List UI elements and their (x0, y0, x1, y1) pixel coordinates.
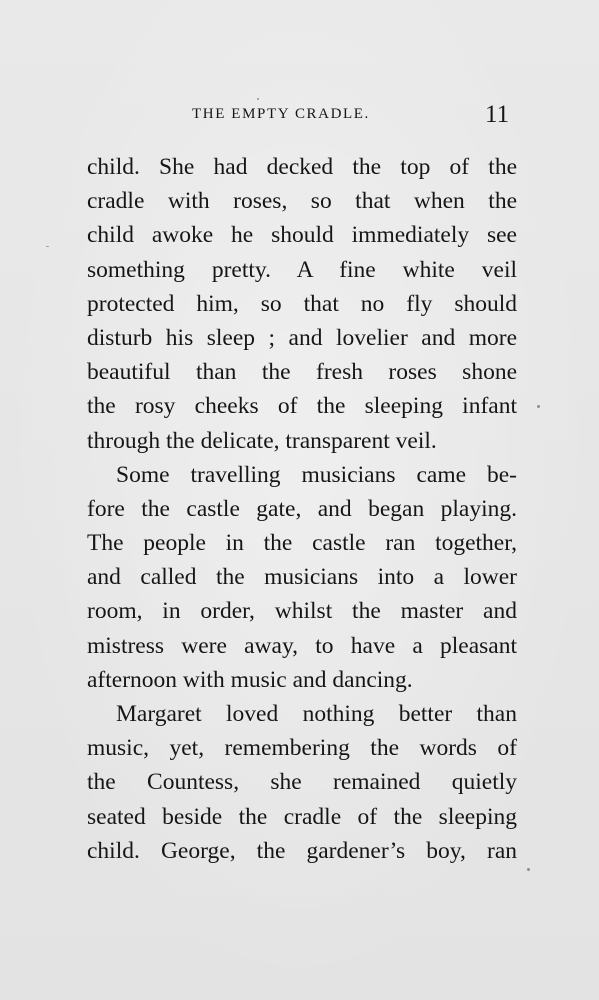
running-head (0, 103, 599, 129)
text-line: child awoke he should immediately see (87, 222, 517, 249)
text-line: disturb his sleep ; and lovelier and more (87, 324, 517, 351)
text-line: cradle with roses, so that when the (87, 188, 517, 215)
paper-speck (46, 246, 49, 247)
text-line: fore the castle gate, and began playing. (87, 495, 517, 522)
text-line: through the delicate, transparent veil. (87, 427, 437, 454)
text-line: the Countess, she remained quietly (87, 769, 517, 796)
paper-speck (537, 405, 540, 408)
paper-speck (527, 868, 530, 871)
text-line: room, in order, whilst the master and (87, 598, 517, 625)
text-line: beautiful than the fresh roses shone (87, 359, 517, 386)
text-line: Margaret loved nothing better than (116, 701, 517, 727)
text-line: The people in the castle ran together, (87, 530, 517, 557)
text-line: and called the musicians into a lower (87, 564, 517, 591)
text-line: afternoon with music and dancing. (87, 666, 413, 693)
text-line: seated beside the cradle of the sleeping (87, 803, 517, 830)
text-line: the rosy cheeks of the sleeping infant (87, 393, 517, 420)
text-line: Some travelling musicians came be- (116, 461, 517, 488)
body-text (87, 150, 517, 868)
text-line: child. She had decked the top of the (87, 154, 517, 180)
text-line: mistress were away, to have a pleasant (87, 632, 517, 659)
text-line: child. George, the gardener’s boy, ran (87, 837, 517, 864)
running-title: THE EMPTY CRADLE. (192, 106, 370, 122)
text-line: something pretty. A fine white veil (87, 256, 517, 283)
paper-speck (257, 98, 259, 100)
text-line: music, yet, remembering the words of (87, 735, 517, 762)
page-number: 11 (485, 101, 510, 128)
text-line: protected him, so that no fly should (87, 290, 517, 317)
